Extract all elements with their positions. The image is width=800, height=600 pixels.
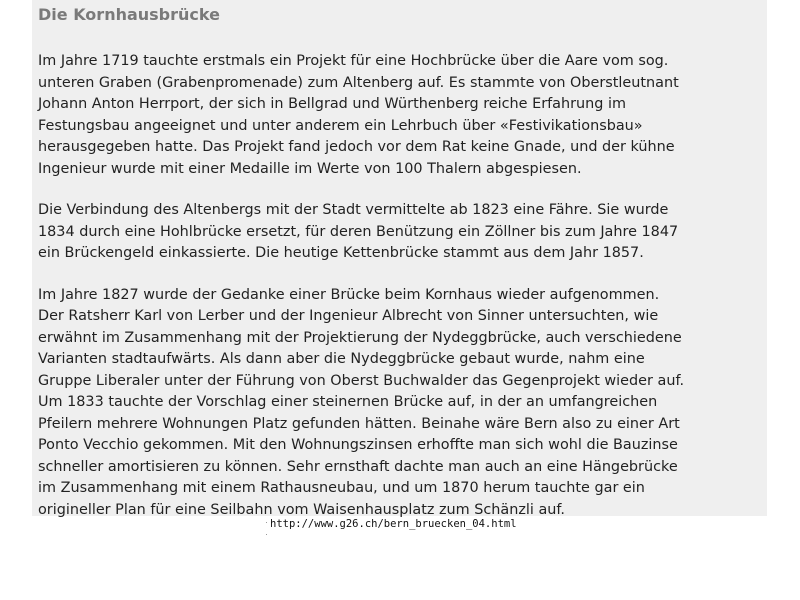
text-line: Varianten stadtaufwärts. Als dann aber die Nydeggbrücke gebaut wurde, nahm eine <box>38 351 645 367</box>
text-line: ein Brückengeld einkassierte. Die heutige Kettenbrücke stammt aus dem Jahr 1857. <box>38 245 644 261</box>
text-line: Im Jahre 1827 wurde der Gedanke einer Brücke beim Kornhaus wieder aufgenommen. <box>38 286 660 303</box>
article-title: Die Kornhausbrücke <box>38 5 220 24</box>
text-line: schneller amortisieren zu können. Sehr ernsthaft dachte man auch an eine Hängebrücke <box>38 458 678 475</box>
text-line: Festungsbau angeeignet und unter anderem ein Lehrbuch über «Festivikationsbau» <box>38 117 643 134</box>
text-line: Ingenieur wurde mit einer Medaille im Werte von 100 Thalern abgespiesen. <box>38 160 582 177</box>
text-line: 1834 durch eine Hohlbrücke ersetzt, für deren Benützung ein Zöllner bis zum Jahre 1847 <box>38 223 679 240</box>
text-line: Die Verbindung des Altenbergs mit der Stadt vermittelte ab 1823 eine Fähre. Sie wurde <box>38 202 669 218</box>
text-line: Pfeilern mehrere Wohnungen Platz gefunden hätten. Beinahe wäre Bern also zu einer Art <box>38 415 680 432</box>
text-line: herausgegeben hatte. Das Projekt fand jedoch vor dem Rat keine Gnade, und der kühne <box>38 139 675 155</box>
text-line: erwähnt im Zusammenhang mit der Projektierung der Nydeggbrücke, auch verschiedene <box>38 329 682 346</box>
text-line: unteren Graben (Grabenpromenade) zum Altenberg auf. Es stammte von Oberstleutnant <box>38 74 679 91</box>
source-url: http://www.g26.ch/bern_bruecken_04.html <box>270 518 517 530</box>
text-line: im Zusammenhang mit einem Rathausneubau, und um 1870 herum tauchte gar ein <box>38 480 645 496</box>
article-panel <box>32 0 767 516</box>
text-line: Ponto Vecchio gekommen. Mit den Wohnungszinsen erhoffte man sich wohl die Bauzinse <box>38 437 678 453</box>
text-line: Johann Anton Herrport, der sich in Bellgrad und Würthenberg reiche Erfahrung im <box>38 96 626 112</box>
text-line: Gruppe Liberaler unter der Führung von Oberst Buchwalder das Gegenprojekt wieder auf. <box>38 372 685 389</box>
text-line: Der Ratsherr Karl von Lerber und der Ingenieur Albrecht von Sinner untersuchten, wie <box>38 308 659 324</box>
text-line: Im Jahre 1719 tauchte erstmals ein Projekt für eine Hochbrücke über die Aare vom sog. <box>38 53 669 69</box>
divider-dot <box>266 522 267 523</box>
paragraph-1 <box>38 51 761 180</box>
text-line: Um 1833 tauchte der Vorschlag einer steinernen Brücke auf, in der an umfangreichen <box>38 394 658 410</box>
paragraph-2 <box>38 200 761 265</box>
paragraph-3 <box>38 285 761 522</box>
text-line: origineller Plan für eine Seilbahn vom Waisenhausplatz zum Schänzli auf. <box>38 501 566 518</box>
divider-dot <box>266 534 267 535</box>
